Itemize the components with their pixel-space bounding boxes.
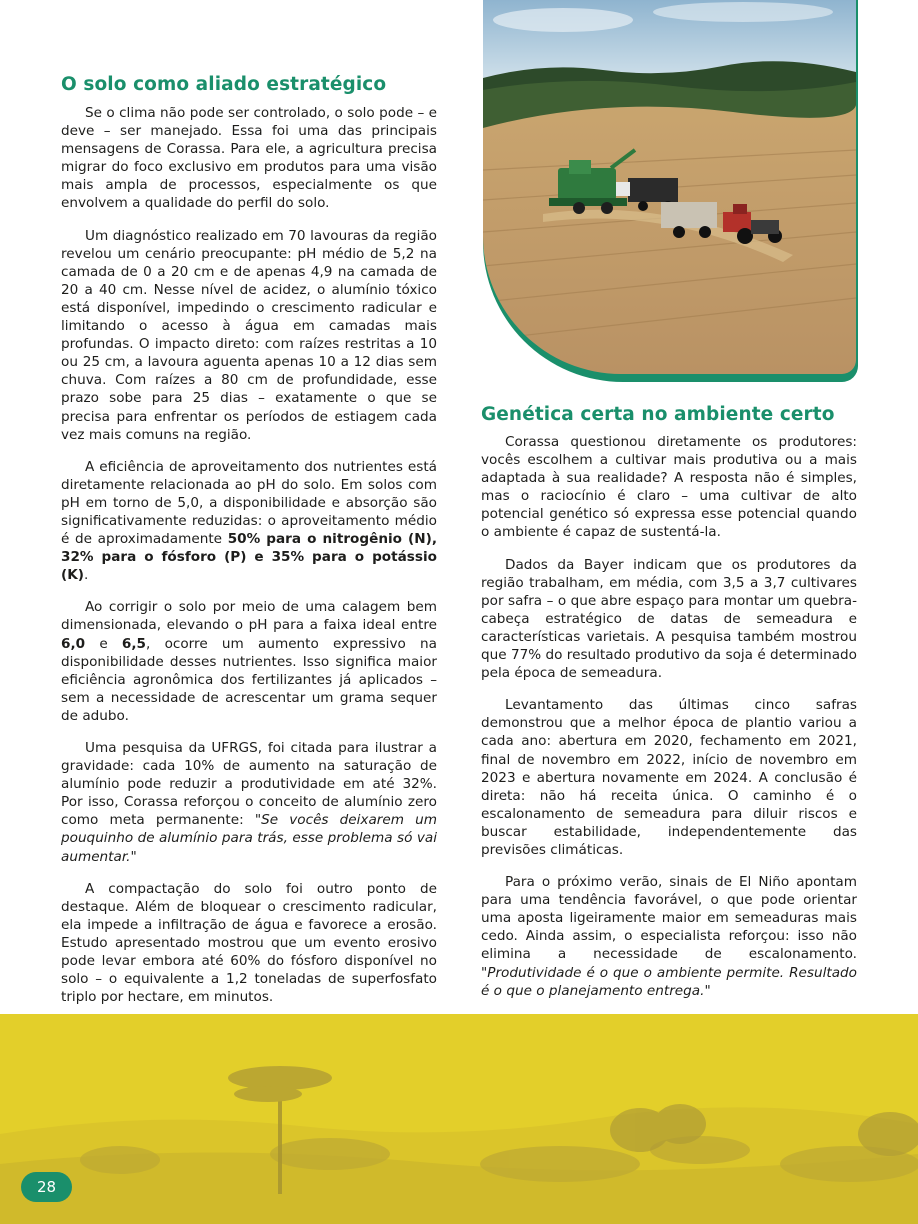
text-run: A eficiência de aproveitamento dos nutrientes está diretamente relacionada ao pH do solo. Em solos com pH em torno de 5,0, a disponibilidade e absorção são significativamente reduzidas: o aproveitamento médio é de aproximadamente: [61, 458, 437, 548]
section-heading-solo: O solo como aliado estratégico: [61, 74, 387, 95]
bold-text: 50% para o nitrogênio (N), 32% para o fósforo (P) e 35% para o potássio (K): [61, 531, 438, 584]
paragraph: [61, 739, 437, 866]
harvest-illustration: [483, 0, 856, 374]
paragraph: [61, 598, 437, 725]
harvest-photo: [483, 0, 856, 374]
section-heading-genetica: Genética certa no ambiente certo: [481, 404, 835, 425]
text-run: .: [83, 567, 89, 584]
paragraph: Corassa questionou diretamente os produtores: vocês escolhem a cultivar mais produtiva ou a mais adaptada à sua realidade? A resposta não é simples, mas o raciocínio é claro – uma cultivar de alto potencial genético só expressa esse potencial quando o ambiente é capaz de sustentá-la.: [481, 434, 857, 541]
quote-text: "Produtividade é o que o ambiente permite. Resultado é o que o planejamento entrega.": [481, 964, 857, 999]
text-run: Uma pesquisa da UFRGS, foi citada para ilustrar a gravidade: cada 10% de aumento na saturação de alumínio pode reduzir a produtividade em até 32%. Por isso, Corassa reforçou o conceito de alumínio zero como meta permanente:: [61, 740, 437, 829]
footer-landscape-band: [0, 1014, 918, 1224]
left-column-text: [61, 104, 437, 1006]
right-column-text: [481, 433, 857, 1000]
paragraph: [481, 873, 857, 1000]
paragraph: Levantamento das últimas cinco safras demonstrou que a melhor época de plantio variou a cada ano: abertura em 2020, fechamento em 2021, final de novembro em 2022, início de novembro em 2023 e abertura novamente em 2024. A conclusão é direta: não há receita única. O caminho é o escalonamento de semeadura para diluir riscos e buscar estabilidade, independentemente das previsões climáticas.: [481, 697, 857, 858]
quote-text: "Se vocês deixarem um pouquinho de alumínio para trás, esse problema só vai aumentar.": [61, 812, 437, 865]
text-run: , ocorre um aumento expressivo na disponibilidade desses nutrientes. Isso significa maior eficiência agronômica dos fertilizantes já aplicados – sem a necessidade de acrescentar um grama sequer de adubo.: [61, 635, 437, 724]
paragraph: Um diagnóstico realizado em 70 lavouras da região revelou um cenário preocupante: pH médio de 5,2 na camada de 0 a 20 cm e de apenas 4,9 na camada de 20 a 40 cm. Nesse nível de acidez, o alumínio tóxico está disponível, impedindo o crescimento radicular e limitando o acesso à água em camadas mais profundas. O impacto direto: com raízes restritas a 10 ou 25 cm, a lavoura aguenta apenas 10 a 12 dias sem chuva. Com raízes a 80 cm de profundidade, esse prazo sobe para 25 dias – exatamente o que se precisa para enfrentar os períodos de estiagem cada vez mais comuns na região.: [61, 227, 437, 443]
paragraph: [61, 458, 437, 585]
paragraph: A compactação do solo foi outro ponto de destaque. Além de bloquear o crescimento radicular, ela impede a infiltração de água e favorece a erosão. Estudo apresentado mostrou que um evento erosivo pode levar embora até 60% do fósforo disponível no solo – o equivalente a 1,2 toneladas de superfosfato triplo por hectare, em minutos.: [61, 880, 437, 1006]
harvest-photo-frame: [483, 0, 858, 382]
text-run: Para o próximo verão, sinais de El Niño apontam para uma tendência favorável, o que pode orientar uma aposta ligeiramente maior em semeaduras mais cedo. Ainda assim, o especialista reforçou: isso não elimina a necessidade de escalonamento.: [481, 874, 857, 963]
paragraph: Dados da Bayer indicam que os produtores da região trabalham, em média, com 3,5 a 3,7 cultivares por safra – o que abre espaço para montar um quebra-cabeça estratégico de datas de semeadura e características varietais. A pesquisa também mostrou que 77% do resultado produtivo da soja é determinado pela época de semeadura.: [481, 556, 857, 682]
text-run: Ao corrigir o solo por meio de uma calagem bem dimensionada, elevando o pH para a faixa ideal entre: [61, 599, 437, 634]
bold-text: 6,0: [61, 635, 86, 652]
page-number-badge: 28: [21, 1172, 72, 1202]
paragraph: Se o clima não pode ser controlado, o solo pode – e deve – ser manejado. Essa foi uma das principais mensagens de Corassa. Para ele, a agricultura precisa migrar do foco exclusivo em produtos para uma visão mais ampla de processos, especialmente os que envolvem a qualidade do perfil do solo.: [61, 105, 437, 212]
text-run: e: [85, 635, 122, 652]
bold-text: 6,5: [121, 635, 147, 652]
landscape-illustration: [0, 1014, 918, 1224]
